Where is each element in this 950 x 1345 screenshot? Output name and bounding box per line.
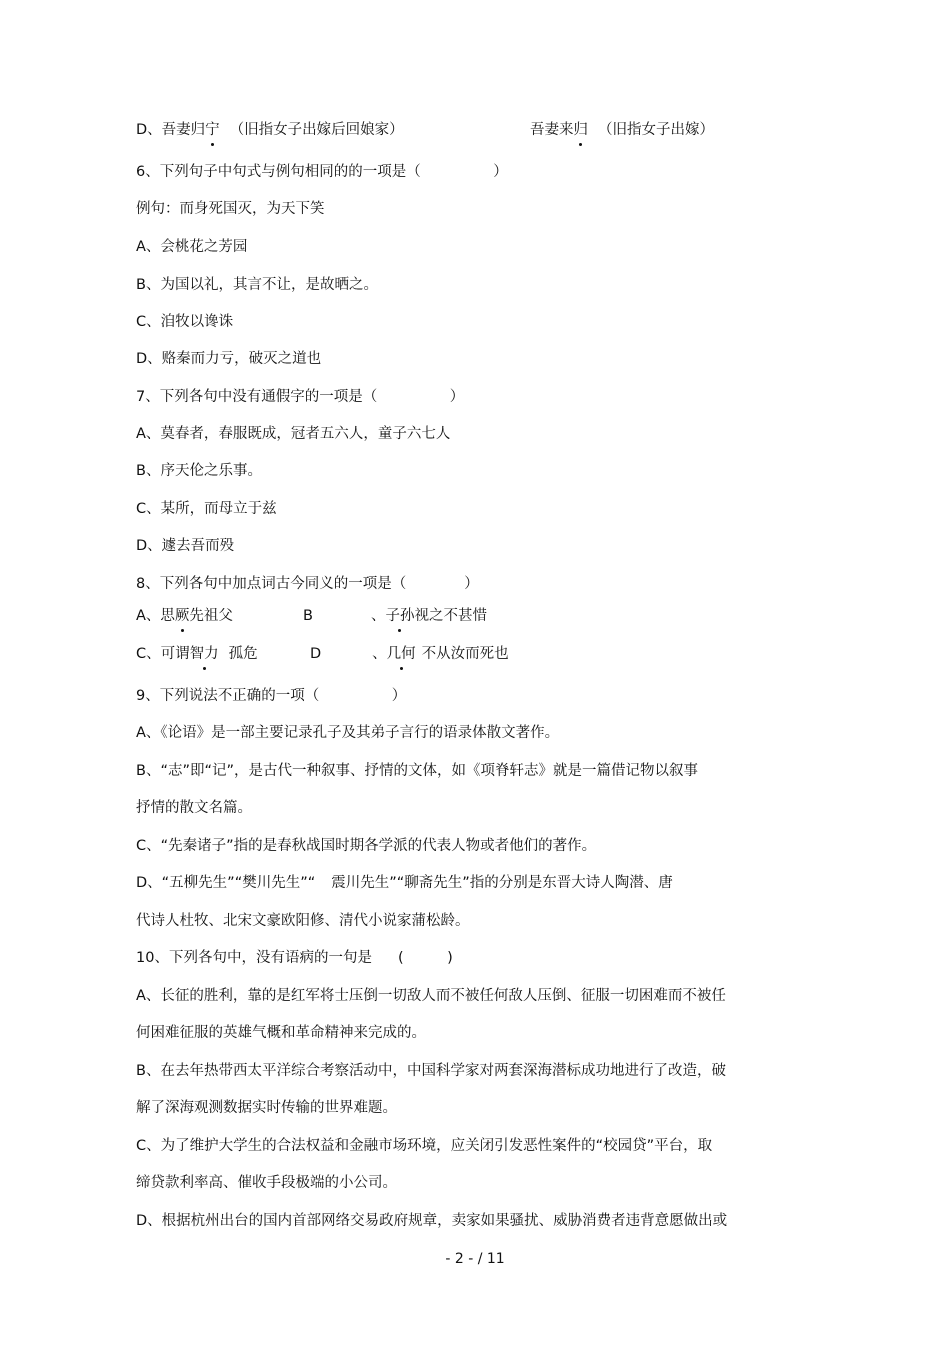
option-text: 吾妻来 [530,122,574,138]
option-text: 视之不甚惜 [414,608,487,624]
q10-stem [136,948,453,968]
dotted-char: 归 [573,122,588,138]
page-number: - 2 - / 11 [445,1251,505,1267]
q6-option-b: B、为国以礼，其言不让，是故晒之。 [136,277,378,293]
q10-option-b-line2: 解了深海观测数据实时传输的世界难题。 [136,1100,397,1116]
q7-stem: 7、下列各句中没有通假字的一项是（ ） [136,389,465,405]
q9-option-b-line2: 抒情的散文名篇。 [136,800,252,816]
answer-blank: ( ) [397,950,453,966]
option-text: C、可谓 [136,646,190,662]
q9-option-c: C、“先秦诸子”指的是春秋战国时期各学派的代表人物或者他们的著作。 [136,838,597,854]
option-label: B [303,608,313,624]
q9-option-a: A、《论语》是一部主要记录孔子及其弟子言行的语录体散文著作。 [136,725,560,741]
q8-option-c [136,644,258,664]
q6-stem: 6、下列句子中句式与例句相同的的一项是（ ） [136,164,508,180]
q6-option-a: A、会桃花之芳园 [136,239,248,255]
q6-option-c: C、洎牧以谗诛 [136,314,234,330]
dotted-char: 宁 [205,122,220,138]
option-text: 吾妻归 [161,122,206,138]
q8-option-b [303,606,487,626]
q6-option-d: D、赂秦而力亏，破灭之道也 [136,351,322,367]
q5-option-d-left [136,120,404,140]
q7-option-c: C、某所，而母立于兹 [136,501,277,517]
q10-option-a-line1: A、长征的胜利，靠的是红军将士压倒一切敌人而不被任何敌人压倒、征服一切困难而不被任 [136,988,726,1004]
q8-option-d [310,644,509,664]
option-text: 先祖父 [189,608,233,624]
q6-example: 例句：而身死国灭，为天下笑 [136,201,325,217]
q7-option-d: D、遽去吾而殁 [136,538,235,554]
question-text: 10、下列各句中，没有语病的一句是 [136,950,372,966]
q10-option-c-line2: 缔贷款利率高、催收手段极端的小公司。 [136,1175,397,1191]
dotted-char: 厥 [174,608,190,624]
option-label: D [310,646,322,662]
separator: 、 [372,646,387,662]
q10-option-b-line1: B、在去年热带西太平洋综合考察活动中，中国科学家对两套深海潜标成功地进行了改造，破 [136,1063,726,1079]
option-text: D、“五柳先生”“樊川先生”“ [136,875,316,891]
option-note: （旧指女子出嫁后回娘家） [229,122,404,138]
q9-option-b-line1: B、“志”即“记”，是古代一种叙事、抒情的文体，如《项脊轩志》就是一篇借记物以叙事 [136,763,698,779]
q8-option-a [136,606,233,626]
option-label: D、 [136,122,162,138]
q10-option-a-line2: 何困难征服的英雄气概和革命精神来完成的。 [136,1025,426,1041]
option-text: A、思 [136,608,175,624]
q7-option-a: A、莫春者，春服既成，冠者五六人，童子六七人 [136,426,451,442]
option-text: 震川先生”“聊斋先生”指的分别是东晋大诗人陶潜、唐 [331,875,673,891]
q10-option-d-line1: D、根据杭州出台的国内首部网络交易政府规章，卖家如果骚扰、威胁消费者违背意愿做出或 [136,1213,728,1229]
option-text: 不从汝而死也 [421,646,509,662]
q10-option-c-line1: C、为了维护大学生的合法权益和金融市场环境，应关闭引发恶性案件的“校园贷”平台，取 [136,1138,713,1154]
separator: 、 [370,608,386,624]
dotted-word: 几何 [386,646,416,662]
dotted-word: 子孙 [385,608,415,624]
q8-stem: 8、下列各句中加点词古今同义的一项是（ ） [136,576,479,592]
q5-option-d-right [530,120,714,140]
option-note: （旧指女子出嫁） [598,122,714,138]
q9-option-d-line1 [136,873,673,893]
q7-option-b: B、序天伦之乐事。 [136,463,262,479]
q9-option-d-line2: 代诗人杜牧、北宋文豪欧阳修、清代小说家蒲松龄。 [136,913,470,929]
q9-stem: 9、下列说法不正确的一项（ ） [136,688,407,704]
option-text: 孤危 [228,646,258,662]
dotted-word: 智力 [189,646,219,662]
